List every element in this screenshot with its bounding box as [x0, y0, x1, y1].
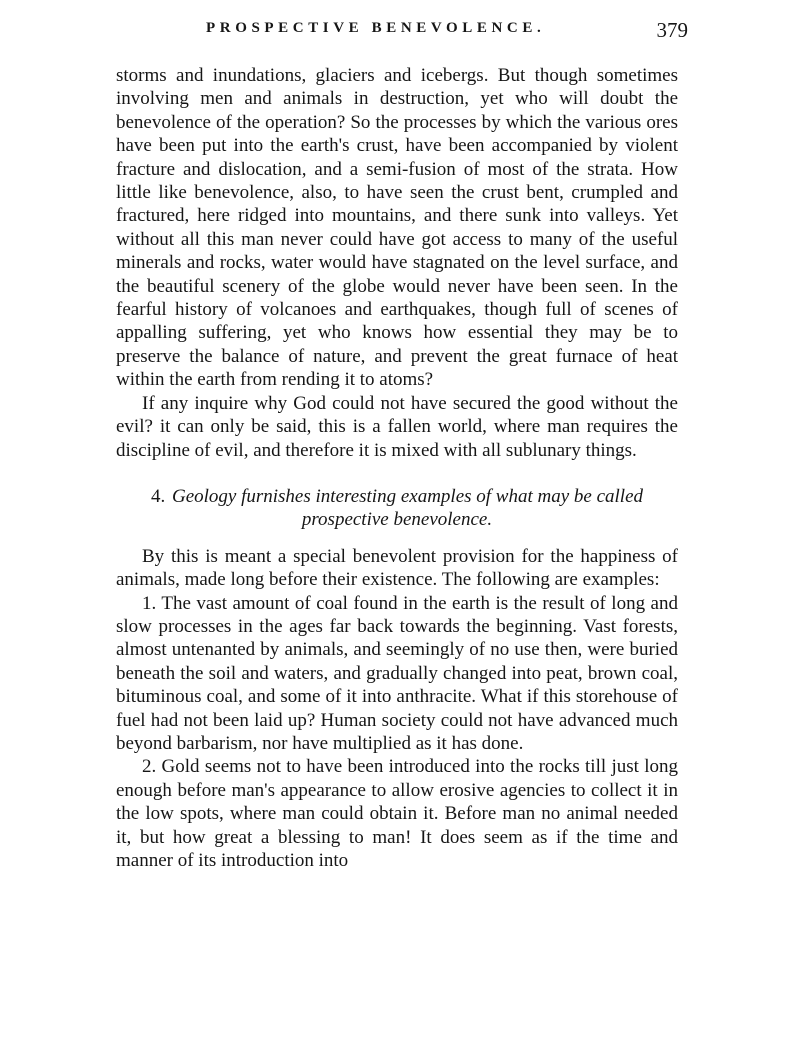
section-heading-text: Geology furnishes interesting examples of what may be called prospective benevolence. [171, 485, 644, 531]
paragraph-definition: By this is meant a special benevolent provision for the happiness of animals, made long before their existence. The following are examples: [116, 545, 678, 591]
page-number: 379 [656, 18, 688, 42]
paragraph-coal-example: 1. The vast amount of coal found in the earth is the result of long and slow processes in the ages far back towards the beginning. Vast forests, almost untenanted by animals, and seemingly of no use then, were buried beneath the soil and waters, and gradually changed into peat, brown coal, bituminous coal, and some of it into anthracite. What if this storehouse of fuel had not been laid up? Human society could not have advanced much beyond barbarism, nor have multiplied as it has done. [116, 592, 678, 754]
running-head [110, 20, 688, 48]
running-title: PROSPECTIVE BENEVOLENCE. [206, 20, 546, 36]
section-heading [116, 485, 678, 532]
section-number: 4. [150, 485, 166, 507]
paragraph-gold-example: 2. Gold seems not to have been introduced into the rocks till just long enough before man's appearance to allow erosive agencies to collect it in the low spots, where man could obtain it. Before man no animal needed it, but how great a blessing to man! It does seem as if the time and manner of its introduction into [116, 756, 678, 871]
paragraph-fallen-world: If any inquire why God could not have secured the good without the evil? it can only be said, this is a fallen world, where man requires the discipline of evil, and therefore it is mixed with all sublunary things. [116, 392, 678, 461]
body-text [116, 64, 678, 872]
paragraph-storms: storms and inundations, glaciers and icebergs. But though sometimes involving men and animals in destruction, yet who will doubt the benevolence of the operation? So the processes by which the various ores have been put into the earth's crust, have been accompanied by violent fracture and dislocation, and a semi-fusion of most of the strata. How little like benevolence, also, to have seen the crust bent, crumpled and fractured, here ridged into mountains, and there sunk into valleys. Yet without all this man never could have got access to many of the useful minerals and rocks, water would have stagnated on the level surface, and the beautiful scenery of the globe would never have been seen. In the fearful history of volcanoes and earthquakes, though full of scenes of appalling suffering, yet who knows how essential they may be to preserve the balance of nature, and prevent the great furnace of heat within the earth from rending it to atoms? [116, 65, 678, 391]
